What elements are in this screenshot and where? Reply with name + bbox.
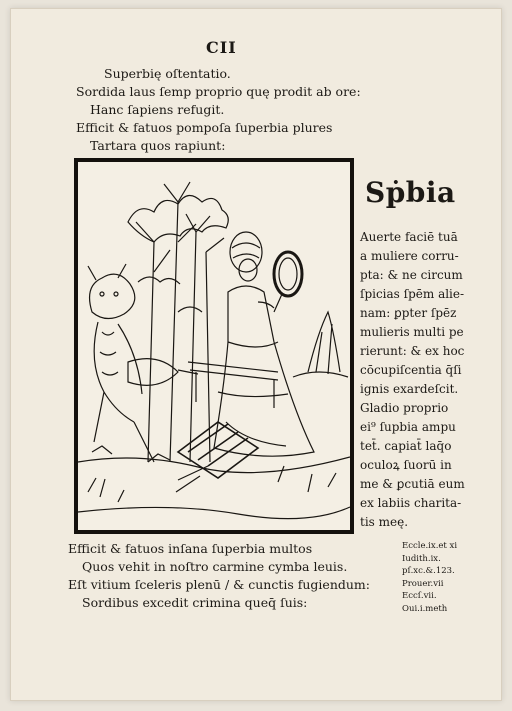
commentary-line: tet̄. capiat̄ laq̄o (360, 439, 452, 453)
verse-line: Tartara quos rapiunt: (90, 138, 226, 153)
verse-line: Superbię oſtentatio. (104, 66, 231, 81)
verse-line: Sordibus excedit crimina queq̄ ſuis: (82, 595, 308, 610)
commentary-line: ei⁹ ſupbia ampu (360, 420, 456, 434)
marginal-references (402, 540, 457, 615)
commentary-line: oculoꝝ ſuorū in (360, 458, 452, 472)
verse-line: Sordida laus ſemp proprio quę prodit ab ore: (76, 84, 361, 99)
woodcut-illustration (74, 158, 354, 534)
verse-line: Efficit & fatuos inſana ſuperbia multos (68, 541, 313, 556)
commentary-line: pta: & ne circum (360, 268, 463, 282)
woodcut-drawing (78, 162, 350, 530)
commentary-line: nam: ꝑpter ſpēz (360, 306, 457, 320)
commentary-line: Auerte faciē tuā (360, 230, 458, 244)
commentary-line: cōcupiſcentia q̄ſi (360, 363, 462, 377)
commentary-line: me & ꝑcutiā eum (360, 477, 465, 491)
commentary-text (360, 228, 465, 532)
woman-face (239, 259, 257, 281)
reference-line: Iudith.ix. (402, 553, 441, 564)
shrub (308, 312, 340, 374)
commentary-line: ignis exardeſcit. (360, 382, 459, 396)
verse-line: Quos vehit in noſtro carmine cymba leuis. (82, 559, 348, 574)
commentary-line: Gladio proprio (360, 401, 449, 415)
commentary-line: tis meę. (360, 515, 409, 529)
folio-number: CII (206, 38, 237, 57)
reference-line: Prouer.vii (402, 578, 444, 589)
spinning-reel (178, 422, 258, 478)
book-page (10, 8, 502, 701)
devil-head (90, 274, 135, 318)
woman-headdress (230, 232, 262, 272)
commentary-line: ſpicias ſpēm alie- (360, 287, 465, 301)
verse-line: Eſt vitium ſceleris plenū / & cunctis fugiendum: (68, 577, 370, 592)
commentary-line: mulieris multi pe (360, 325, 464, 339)
devil-body (94, 322, 154, 462)
verse-line: Hanc ſapiens refugit. (90, 102, 225, 117)
reference-line: pſ.xc.&.123. (402, 566, 455, 576)
ground-line (78, 457, 350, 473)
commentary-line: a muliere corru- (360, 249, 459, 263)
verse-bottom (68, 540, 370, 612)
section-heading: Sṗbia (365, 176, 456, 209)
commentary-line: rierunt: & ex hoc (360, 344, 465, 358)
verse-top (76, 65, 361, 155)
reference-line: Oui.i.meth (402, 603, 448, 614)
woman-body (214, 286, 314, 456)
reference-line: Eccſ.vii. (402, 591, 437, 601)
reference-line: Eccle.ix.et xi (402, 541, 458, 551)
hand-mirror (274, 252, 302, 296)
bench (188, 362, 278, 408)
commentary-line: ex labiis charita- (360, 496, 462, 510)
verse-line: Efficit & fatuos pompoſa ſuperbia plures (76, 120, 333, 135)
